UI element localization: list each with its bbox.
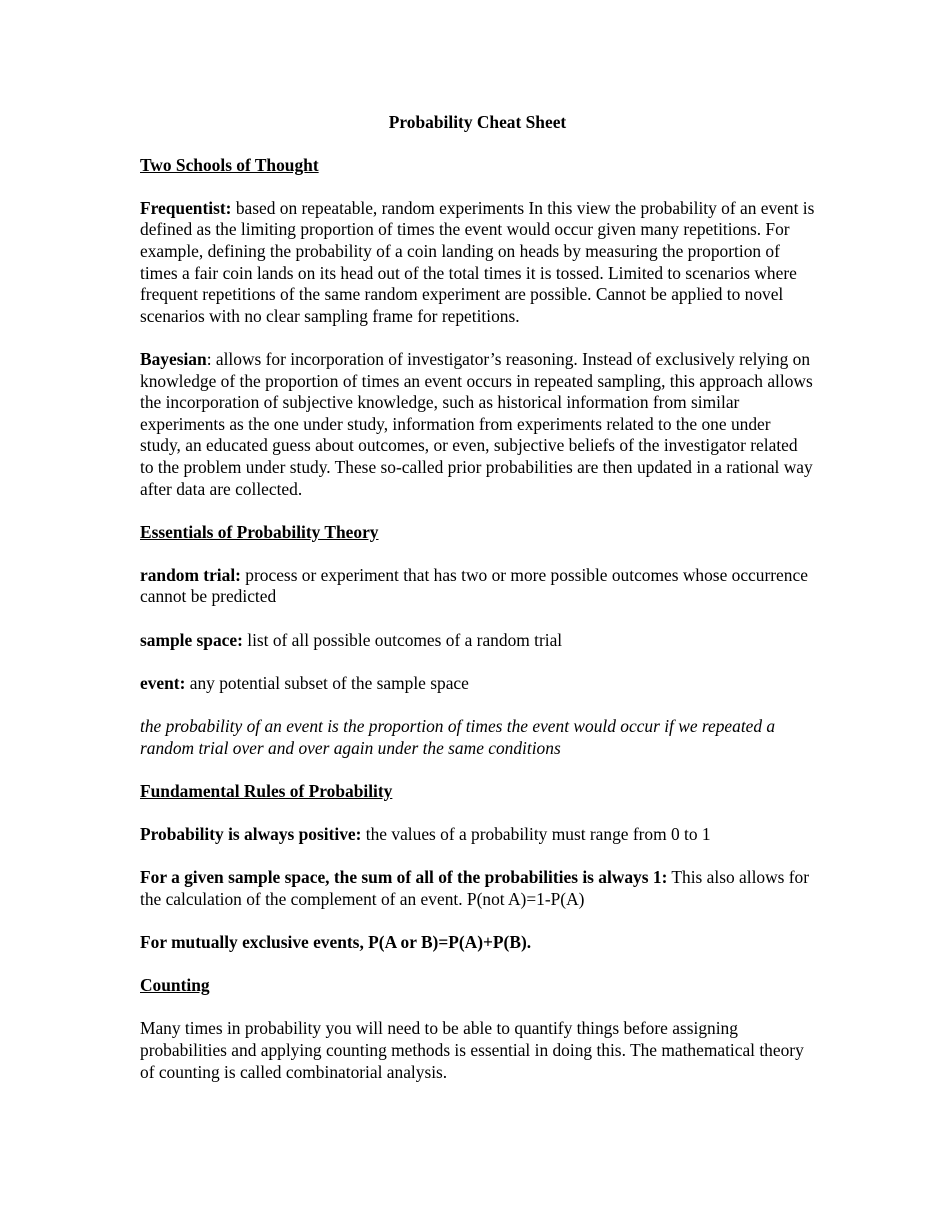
document-page [140, 112, 815, 1105]
heading-two-schools: Two Schools of Thought [140, 154, 319, 175]
term-frequentist: Frequentist: [140, 197, 232, 218]
text-rule-sum: This also allows for the calculation of the complement of an event. P(not A)=1-P(A) [140, 867, 810, 909]
paragraph-rule-positive [140, 824, 815, 846]
paragraph-frequentist [140, 198, 815, 328]
text-bayesian: : allows for incorporation of investigator’s reasoning. Instead of exclusively relying on knowledge of the proportion of times an event occurs in repeated sampling, this approach allows the incorporation of subjective knowledge, such as historical information from similar experiments as the one under study, information from experiments related to the one under study, an educated guess about outcomes, or even, subjective beliefs of the investigator related to the problem under study. These so-called prior probabilities are then updated in a rational way after data are collected. [140, 348, 813, 499]
paragraph-event [140, 673, 815, 695]
term-sample-space: sample space: [140, 629, 243, 650]
term-rule-sum: For a given sample space, the sum of all of the probabilities is always 1: [140, 867, 668, 888]
heading-essentials: Essentials of Probability Theory [140, 521, 379, 542]
paragraph-probability-definition: the probability of an event is the proportion of times the event would occur if we repeated a random trial over and over again under the same conditions [140, 716, 776, 758]
paragraph-bayesian [140, 349, 815, 500]
term-random-trial: random trial: [140, 564, 241, 585]
text-random-trial: process or experiment that has two or more possible outcomes whose occurrence cannot be predicted [140, 564, 808, 607]
paragraph-rule-sum [140, 867, 815, 910]
paragraph-random-trial [140, 565, 815, 608]
text-event: any potential subset of the sample space [185, 672, 469, 693]
heading-fundamental-rules: Fundamental Rules of Probability [140, 780, 393, 801]
term-bayesian: Bayesian [140, 348, 207, 369]
page-title: Probability Cheat Sheet [388, 112, 567, 132]
paragraph-rule-exclusive: For mutually exclusive events, P(A or B)=P(A)+P(B). [140, 931, 532, 952]
paragraph-counting: Many times in probability you will need to be able to quantify things before assigning probabilities and applying counting methods is essential in doing this. The mathematical theory of counting is called combinatorial analysis. [140, 1018, 804, 1082]
text-sample-space: list of all possible outcomes of a random trial [242, 629, 563, 650]
text-rule-positive: the values of a probability must range from 0 to 1 [361, 824, 711, 844]
term-event: event: [140, 672, 186, 693]
term-rule-positive: Probability is always positive: [140, 824, 362, 844]
text-frequentist: based on repeatable, random experiments In this view the probability of an event is defined as the limiting proportion of times the event would occur given many repetitions. For example, defining the probability of a coin landing on heads by measuring the proportion of times a fair coin lands on its head out of the total times it is tossed. Limited to scenarios where frequent repetitions of the same random experiment are possible. Cannot be applied to novel scenarios with no clear sampling frame for repetitions. [140, 197, 815, 326]
paragraph-sample-space [140, 630, 815, 652]
heading-counting: Counting [140, 975, 210, 996]
